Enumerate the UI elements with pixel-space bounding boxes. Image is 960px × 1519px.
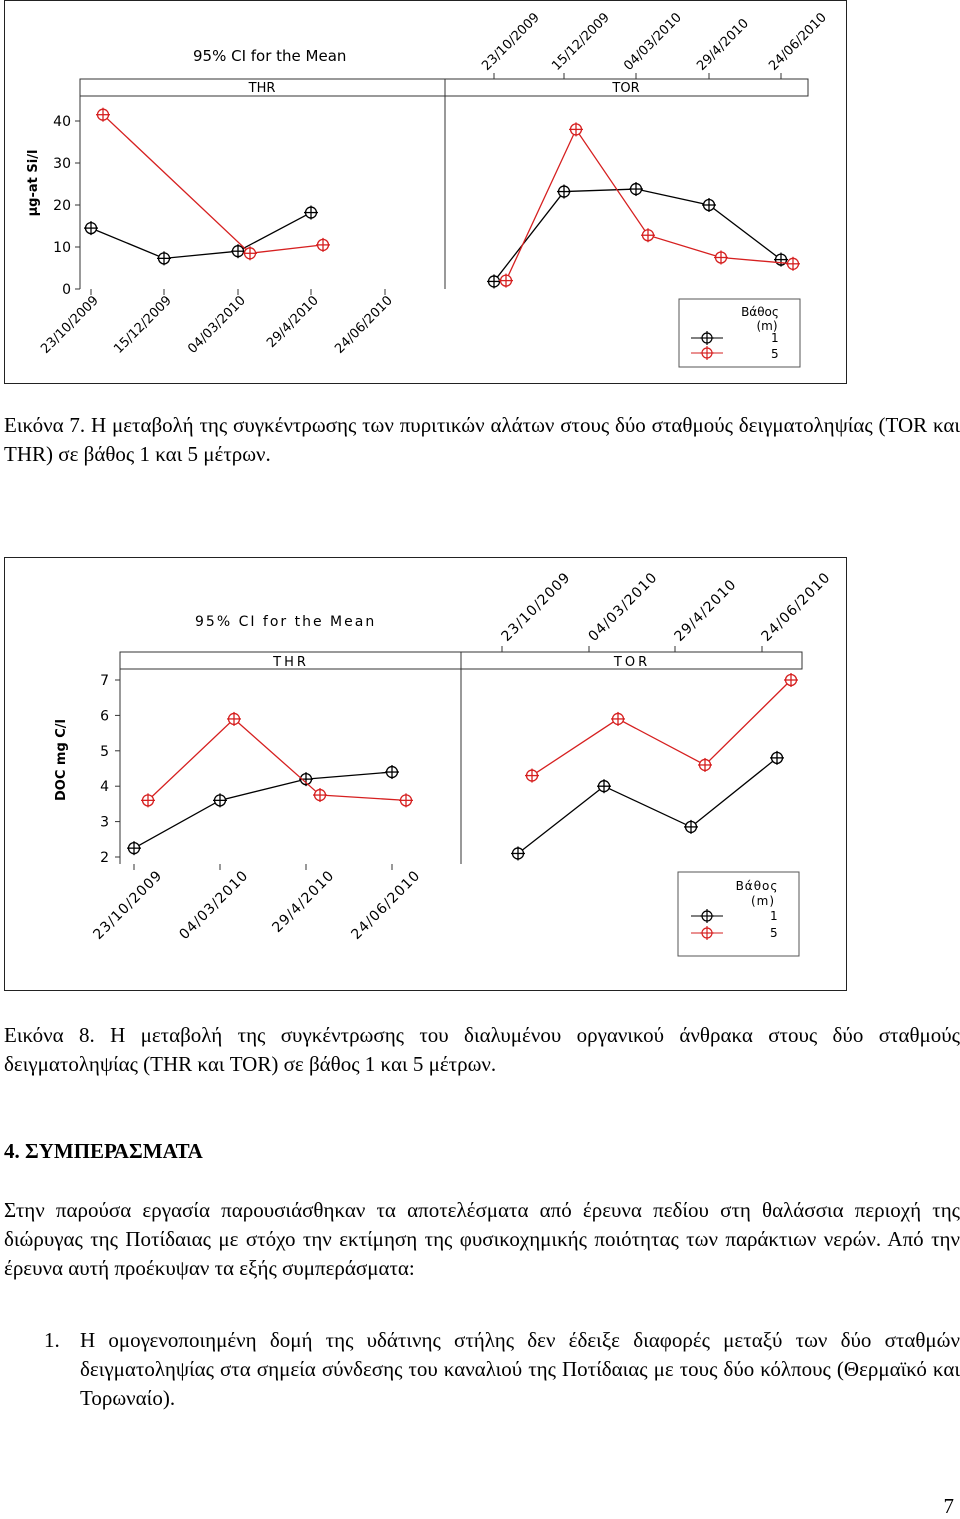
fig7-data-point-tor-depth-1 (774, 253, 788, 267)
fig7-data-point-tor-depth-5 (499, 274, 513, 288)
fig7-series-line-thr-depth-1 (91, 213, 311, 259)
fig7-top-date-label: 24/06/2010 (766, 10, 830, 74)
fig8-y-axis-label: DOC mg C/l (54, 718, 69, 802)
fig7-y-axis-label: μg-at Si/l (26, 149, 41, 217)
fig7-series-line-tor-depth-5 (506, 129, 793, 280)
figure-8-caption: Εικόνα 8. Η μεταβολή της συγκέντρωσης του διαλυμένου οργανικού άνθρακα στους δύο σταθμούς δειγματοληψίας (THR και TOR) σε βάθος 1 και 5 μέτρων. (4, 1023, 960, 1076)
figure-8-svg (5, 558, 846, 990)
fig8-top-date-label: 23/10/2009 (498, 569, 574, 645)
fig8-series-line-tor-depth-1 (518, 758, 777, 854)
fig7-top-date-label: 23/10/2009 (479, 10, 543, 74)
fig7-data-point-tor-depth-5 (641, 228, 655, 242)
figure-7-svg (5, 1, 846, 383)
fig8-top-date-label: 24/06/2010 (758, 569, 834, 645)
fig7-top-date-labels (479, 10, 830, 79)
fig7-data-point-thr-depth-1 (84, 221, 98, 235)
fig8-y-tick-label: 4 (100, 779, 109, 796)
fig8-bottom-date-labels (90, 864, 423, 943)
fig7-data-point-thr-depth-1 (304, 206, 318, 220)
fig7-y-ticks (53, 114, 80, 298)
fig8-data-point-tor-depth-1 (597, 779, 611, 793)
fig7-data-point-thr-depth-1 (157, 251, 171, 265)
fig7-panel-thr-label: THR (248, 81, 276, 96)
fig8-legend (678, 872, 799, 956)
fig8-ci-label: 95% CI for the Mean (195, 614, 377, 630)
fig7-top-date-label: 15/12/2009 (549, 10, 613, 74)
fig8-top-date-labels (499, 569, 834, 652)
fig8-y-tick-label: 6 (100, 708, 109, 725)
list-item-text: Η ομογενοποιημένη δομή της υδάτινης στήλης δεν έδειξε διαφορές μεταξύ των δύο σταθμών δειγματοληψίας στα σημεία σύνδεσης του καναλιού της Ποτίδαιας με τους δύο κόλπους (Θερμαϊκό και Τορωναίο). (80, 1328, 960, 1410)
fig7-y-tick-label: 30 (53, 156, 71, 172)
fig7-legend-box (679, 299, 800, 367)
fig7-top-date-label: 29/4/2010 (694, 16, 752, 74)
fig7-panel-tor-label: TOR (612, 81, 640, 96)
fig7-legend-title: Βάθος (741, 305, 779, 319)
fig7-bottom-date-label: 04/03/2010 (185, 293, 249, 357)
fig7-ci-label: 95% CI for the Mean (193, 47, 347, 65)
fig7-legend (679, 299, 800, 367)
fig8-y-tick-label: 3 (100, 814, 109, 831)
fig7-legend-label-depth-5: 5 (771, 347, 779, 361)
fig7-series-line-thr-depth-5 (103, 115, 323, 254)
fig7-bottom-date-labels (38, 289, 396, 357)
page-number: 7 (943, 1494, 954, 1518)
fig8-series-line-tor-depth-5 (532, 680, 791, 776)
fig8-bottom-date-label: 04/03/2010 (176, 867, 252, 943)
fig8-y-tick-label: 7 (100, 673, 109, 689)
fig7-data-point-tor-depth-5 (569, 122, 583, 136)
fig8-panel-thr-label: THR (273, 655, 309, 670)
fig7-y-tick-label: 0 (62, 282, 71, 298)
fig7-data-point-tor-depth-5 (786, 257, 800, 271)
fig7-y-tick-label: 40 (53, 114, 71, 130)
fig8-data-point-tor-depth-5 (525, 769, 539, 783)
figure-7-caption: Εικόνα 7. Η μεταβολή της συγκέντρωσης των πυριτικών αλάτων στους δύο σταθμούς δειγματοληψίας (TOR και THR) σε βάθος 1 και 5 μέτρων. (4, 413, 960, 466)
fig8-data-point-thr-depth-1 (385, 765, 399, 779)
fig8-legend-title: Βάθος (735, 879, 779, 893)
fig8-panel-tor-label: TOR (613, 655, 651, 670)
fig7-data-point-tor-depth-1 (557, 185, 571, 199)
fig8-bottom-date-label: 23/10/2009 (90, 867, 166, 943)
section-paragraph: Στην παρούσα εργασία παρουσιάσθηκαν τα αποτελέσματα από έρευνα πεδίου στη θαλάσσια περιοχή της διώρυγας της Ποτίδαιας με στόχο την εκτίμηση της φυσικοχημικής ποιότητας των παράκτιων νερών. Από την έρευνα αυτή προέκυψαν τα εξής συμπεράσματα: (4, 1198, 960, 1280)
fig8-y-tick-label: 2 (100, 850, 109, 866)
fig7-top-date-label: 04/03/2010 (621, 10, 685, 74)
fig7-bottom-date-label: 15/12/2009 (111, 293, 175, 357)
fig7-data-point-thr-depth-5 (316, 238, 330, 252)
fig7-legend-label-depth-1: 1 (771, 331, 779, 345)
list-item-number: 1. (44, 1328, 60, 1352)
fig8-data-point-thr-depth-5 (399, 793, 413, 807)
fig7-bottom-date-label: 23/10/2009 (38, 293, 102, 357)
fig8-legend-unit: (m) (750, 894, 776, 908)
figure-8-doc-chart (4, 557, 847, 991)
fig7-series-line-tor-depth-1 (494, 189, 781, 281)
fig7-data-point-tor-depth-1 (702, 198, 716, 212)
fig8-data-point-tor-depth-1 (684, 820, 698, 834)
fig8-data-point-thr-depth-1 (127, 841, 141, 855)
fig7-data-point-tor-depth-1 (629, 182, 643, 196)
fig8-legend-label-depth-1: 1 (770, 909, 778, 923)
fig8-legend-label-depth-5: 5 (770, 926, 778, 940)
figure-7-silicate-chart (4, 0, 847, 384)
fig8-top-date-label: 29/4/2010 (671, 576, 740, 645)
fig7-y-tick-label: 20 (53, 198, 71, 214)
fig8-data-marks (127, 673, 798, 860)
fig7-y-tick-label: 10 (53, 240, 71, 256)
fig8-series-line-thr-depth-1 (134, 772, 392, 848)
fig8-data-point-tor-depth-1 (770, 751, 784, 765)
section-heading: 4. ΣΥΜΠΕΡΑΣΜΑΤΑ (4, 1139, 203, 1163)
fig8-y-ticks (100, 673, 120, 866)
fig7-bottom-date-label: 24/06/2010 (332, 293, 396, 357)
fig7-data-point-tor-depth-5 (714, 251, 728, 265)
fig7-data-marks (84, 108, 800, 289)
fig8-data-point-thr-depth-1 (213, 793, 227, 807)
fig8-data-point-tor-depth-5 (611, 712, 625, 726)
fig7-legend-unit: (m) (756, 319, 778, 333)
fig8-y-tick-label: 5 (100, 743, 109, 760)
fig7-data-point-tor-depth-1 (487, 274, 501, 288)
fig8-data-point-tor-depth-1 (511, 846, 525, 860)
fig7-bottom-date-label: 29/4/2010 (264, 293, 322, 351)
fig8-bottom-date-label: 29/4/2010 (269, 867, 338, 936)
fig8-top-date-label: 04/03/2010 (585, 569, 661, 645)
fig8-series-line-thr-depth-5 (148, 719, 406, 800)
fig8-bottom-date-label: 24/06/2010 (348, 867, 424, 943)
